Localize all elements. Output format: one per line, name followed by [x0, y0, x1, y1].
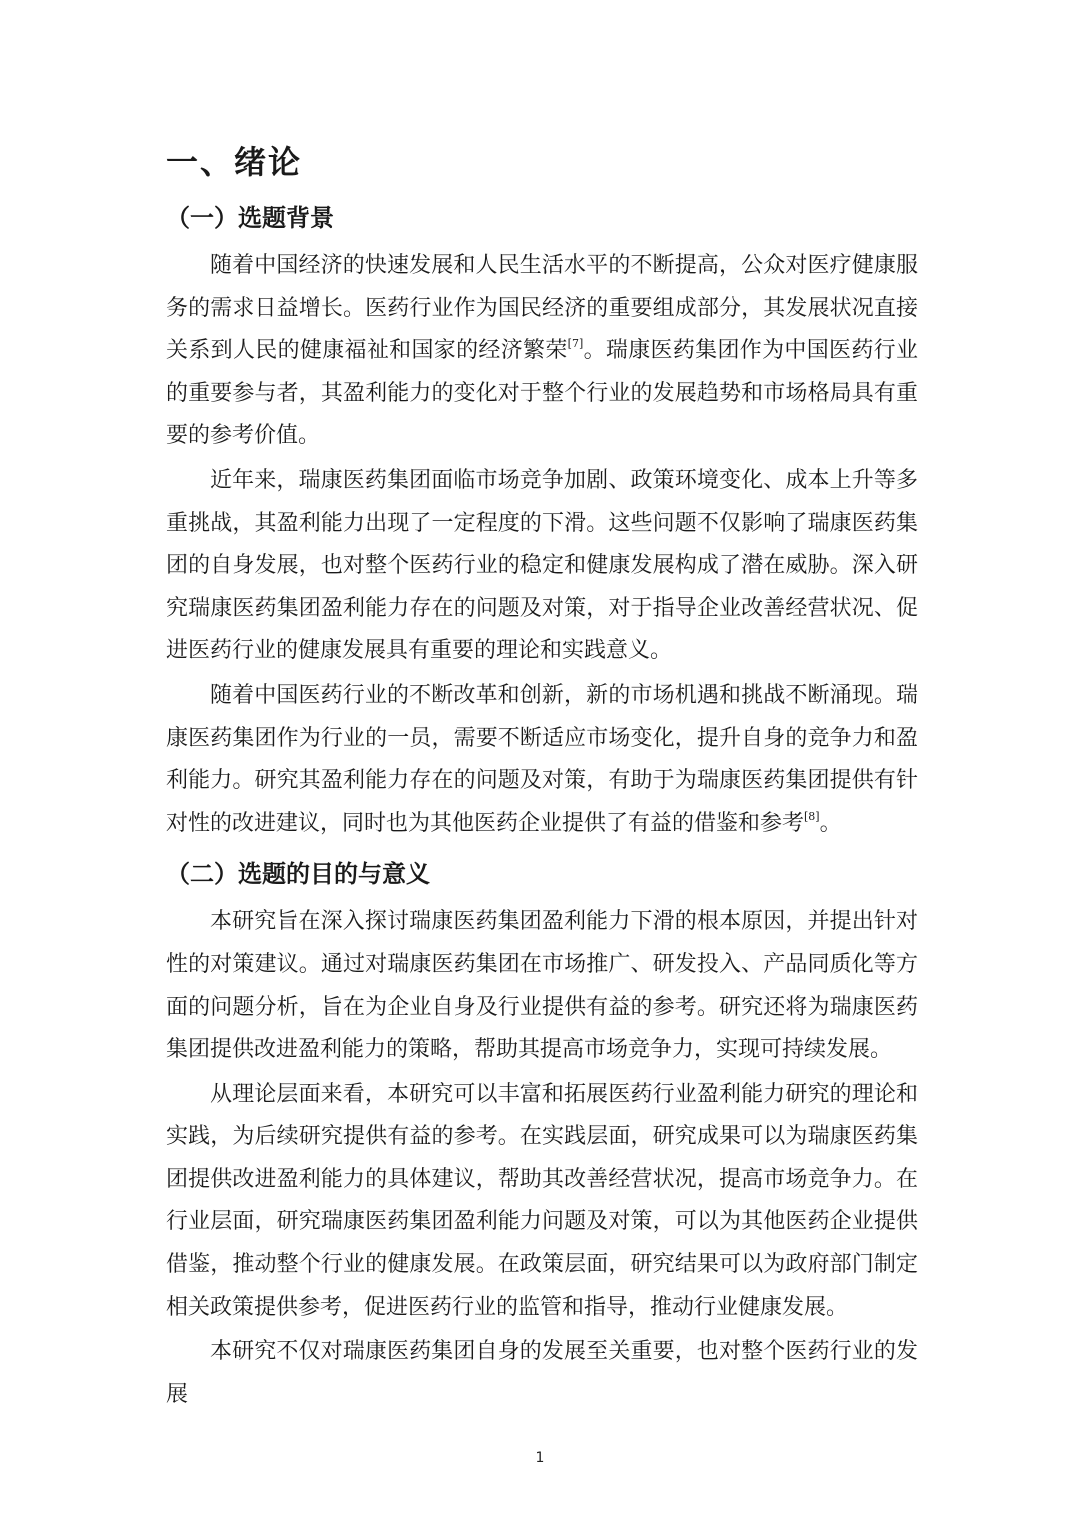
paragraph-text: 随着中国经济的快速发展和人民生活水平的不断提高，公众对医疗健康服务的需求日益增长。医药行业作为国民经济的重要组成部分，其发展状况直接关系到人民的健康福祉和国家的经济繁荣: [166, 253, 918, 364]
paragraph-text: 从理论层面来看，本研究可以丰富和拓展医药行业盈利能力研究的理论和实践，为后续研究提供有益的参考。在实践层面，研究成果可以为瑞康医药集团提供改进盈利能力的具体建议，帮助其改善经营状况，提高市场竞争力。在行业层面，研究瑞康医药集团盈利能力问题及对策，可以为其他医药企业提供借鉴，推动整个行业的健康发展。在政策层面，研究结果可以为政府部门制定相关政策提供参考，促进医药行业的监管和指导，推动行业健康发展。: [166, 1081, 918, 1320]
paragraph-text: 本研究不仅对瑞康医药集团自身的发展至关重要，也对整个医药行业的发展: [166, 1339, 918, 1407]
page-number: 1: [535, 1450, 545, 1466]
paragraph: [166, 460, 918, 673]
paragraph: [166, 1331, 918, 1416]
paragraph-text: 本研究旨在深入探讨瑞康医药集团盈利能力下滑的根本原因，并提出针对性的对策建议。通过对瑞康医药集团在市场推广、研发投入、产品同质化等方面的问题分析，旨在为企业自身及行业提供有益的参考。研究还将为瑞康医药集团提供改进盈利能力的策略，帮助其提高市场竞争力，实现可持续发展。: [166, 909, 918, 1063]
citation-ref: [7]: [567, 337, 584, 351]
paragraph-text: 随着中国医药行业的不断改革和创新，新的市场机遇和挑战不断涌现。瑞康医药集团作为行业的一员，需要不断适应市场变化，提升自身的竞争力和盈利能力。研究其盈利能力存在的问题及对策，有助于为瑞康医药集团提供有针对性的改进建议，同时也为其他医药企业提供了有益的借鉴和参考: [166, 682, 918, 836]
chapter-title: 一、绪论: [166, 143, 303, 181]
paragraph-text-tail: 。瑞康医药集团作为中国医药行业的重要参与者，其盈利能力的变化对于整个行业的发展趋势和市场格局具有重要的参考价值。: [166, 338, 918, 449]
paragraph-text: 近年来，瑞康医药集团面临市场竞争加剧、政策环境变化、成本上升等多重挑战，其盈利能力出现了一定程度的下滑。这些问题不仅影响了瑞康医药集团的自身发展，也对整个医药行业的稳定和健康发展构成了潜在威胁。深入研究瑞康医药集团盈利能力存在的问题及对策，对于指导企业改善经营状况、促进医药行业的健康发展具有重要的理论和实践意义。: [166, 467, 918, 664]
section-heading: （一）选题背景: [166, 204, 334, 232]
paragraph-text-tail: 。: [819, 810, 842, 836]
section-heading: （二）选题的目的与意义: [166, 860, 430, 889]
paragraph: [166, 1074, 918, 1330]
paragraph: [166, 245, 918, 458]
page-content: [166, 135, 918, 1416]
paragraph: [166, 675, 918, 845]
citation-ref: [8]: [804, 809, 820, 823]
paragraph: [166, 901, 918, 1071]
